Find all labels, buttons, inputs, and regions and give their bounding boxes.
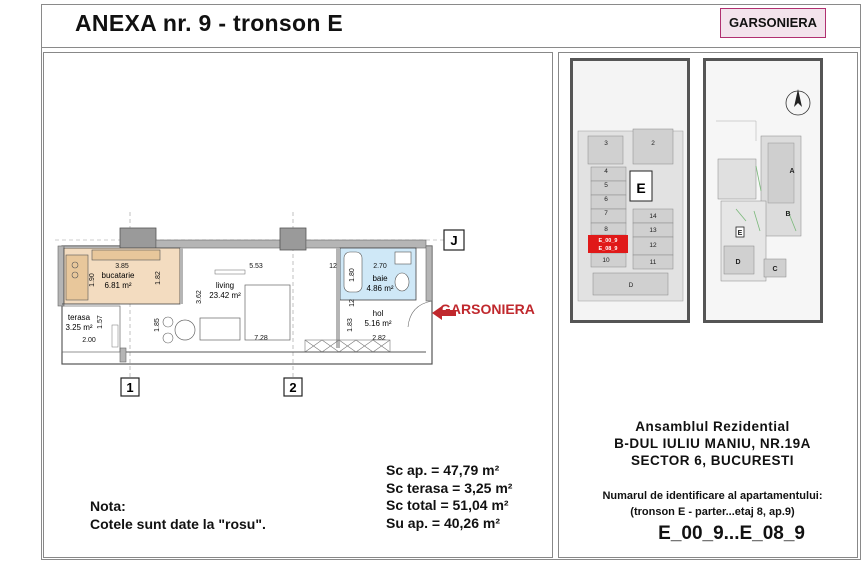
site-block-label: B (785, 211, 791, 218)
building-floor-map-drawing (573, 61, 687, 320)
room-area-living: 23.42 m² (209, 291, 241, 300)
map-unit-label: 7 (604, 210, 608, 217)
site-block-label: E (737, 230, 743, 237)
address-line: B-DUL IULIU MANIU, NR.19A (614, 436, 811, 451)
apartment-type-badge: GARSONIERA (720, 8, 826, 38)
map-unit-label: 12 (649, 242, 657, 249)
map-unit-label: 4 (604, 168, 608, 175)
site-block-label: C (772, 266, 778, 273)
room-area-hall: 5.16 m² (364, 319, 392, 328)
map-unit-label: 11 (649, 259, 657, 266)
room-name-hall: hol (372, 309, 384, 318)
axis-label-col-1: 1 (126, 380, 134, 395)
room-name-kitchen: bucatarie (101, 271, 135, 280)
dim-label: 12 (329, 263, 337, 270)
sheet-title: ANEXA nr. 9 - tronson E (75, 10, 344, 36)
dim-label: 1.90 (89, 273, 96, 287)
map-unit-label: 8 (604, 226, 608, 233)
dim-label: 2.82 (372, 335, 386, 342)
note-text: Cotele sunt date la "rosu". (90, 516, 266, 532)
note-heading: Nota: (90, 498, 126, 514)
address-line: Ansamblul Rezidential (635, 419, 790, 434)
room-name-bath: baie (372, 274, 388, 283)
map-unit-label: 6 (604, 196, 608, 203)
highlight-code-2: E_08_9 (598, 246, 618, 252)
apartment-identification (570, 488, 855, 520)
dim-label: 1.57 (97, 315, 104, 329)
area-sc-ap: Sc ap. = 47,79 m² (386, 462, 500, 478)
dim-label: 1.82 (155, 271, 162, 285)
dim-label: 2.00 (82, 337, 96, 344)
dim-label: 5.53 (249, 263, 263, 270)
ident-line: (tronson E - parter...etaj 8, ap.9) (630, 506, 795, 518)
site-map-drawing (706, 61, 820, 320)
apartment-code: E_00_9...E_08_9 (658, 523, 805, 544)
map-unit-label: 14 (649, 213, 657, 220)
note-block (90, 497, 266, 533)
area-summary (386, 462, 512, 532)
map-unit-label: 13 (649, 227, 657, 234)
map-unit-label: 2 (651, 140, 655, 147)
room-name-living: living (215, 281, 235, 290)
room-area-terrace: 3.25 m² (65, 323, 93, 332)
map-unit-label: 3 (604, 140, 608, 147)
axis-label-row: J (450, 233, 458, 248)
entrance-label: GARSONIERA (440, 301, 535, 317)
area-sc-terasa: Sc terasa = 3,25 m² (386, 479, 513, 496)
map-unit-label: 10 (602, 257, 610, 264)
room-area-bath: 4.86 m² (366, 284, 394, 293)
site-block-label: A (789, 168, 795, 175)
dim-label: 2.70 (373, 263, 387, 270)
dim-label: 1.80 (349, 268, 356, 282)
axis-label-col-2: 2 (289, 380, 297, 395)
ident-line: Numarul de identificare al apartamentului: (602, 490, 823, 502)
dim-label: 3.62 (196, 290, 203, 304)
room-area-kitchen: 6.81 m² (104, 281, 132, 290)
dim-label: 1.83 (347, 318, 354, 332)
map-unit-label: 5 (604, 182, 608, 189)
map-unit-label: D (628, 282, 634, 289)
address-line: SECTOR 6, BUCURESTI (630, 453, 795, 468)
area-su-ap: Su ap. = 40,26 m² (386, 514, 500, 531)
highlight-code-1: E_00_9 (598, 238, 618, 244)
room-name-terrace: terasa (67, 313, 91, 322)
dim-label: 3.85 (115, 263, 129, 270)
dim-label: 7.28 (254, 335, 268, 342)
dim-label: 1.85 (154, 318, 161, 332)
area-sc-total: Sc total = 51,04 m² (386, 497, 509, 513)
project-address (570, 418, 855, 469)
site-block-label: D (735, 259, 741, 266)
tronson-label: E (636, 180, 646, 196)
dim-label: 12 (349, 299, 356, 307)
